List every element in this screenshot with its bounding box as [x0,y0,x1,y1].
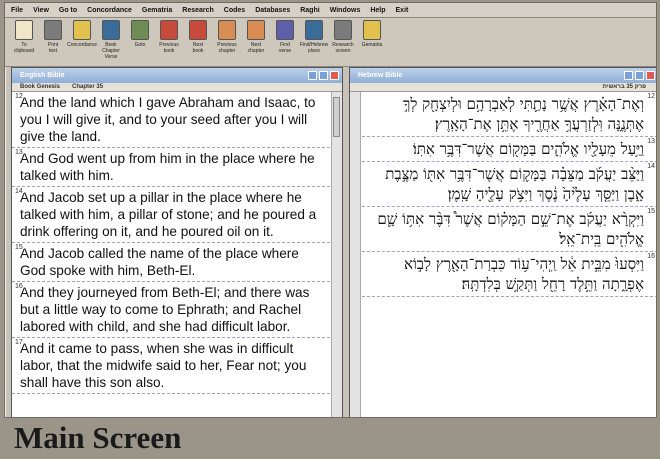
concordance-icon [73,20,91,40]
hebrew-verse-text: וְאֶת־הָאָ֗רֶץ אֲשֶׁ֥ר נָתַ֛תִּי לְאַבְרָהָ֥ם וּלְיִצְחָ֖ק לְךָ֣ אֶתְּנֶ֑נָּה וּֽלְזַרְעֲךָ֥ אַחֲרֶ֖יךָ אֶתֵּ֥ן אֶת־הָאָֽרֶץ׃ [402,95,644,133]
menu-item[interactable]: Help [370,6,386,14]
menu-item[interactable]: File [11,6,24,14]
toolbar-button-label: Previous chapter [217,42,237,54]
english-bible-window [11,67,343,418]
toolbar-button[interactable] [185,18,211,64]
toolbar-button[interactable] [243,18,269,64]
menu-bar [5,3,656,18]
menu-item[interactable]: Codes [223,6,246,14]
menu-item[interactable]: Gematria [141,6,173,14]
menu-item[interactable]: View [33,6,49,14]
close-button[interactable] [646,71,655,80]
verse-row[interactable] [12,187,330,243]
hebrew-chapter-label: פרק 35 בראשית [602,84,646,90]
hebrew-verse-row[interactable] [362,92,657,137]
hebrew-chapter-bar [350,83,657,92]
verse-text: And Jacob called the name of the place where God spoke with him, Beth-El. [20,246,299,278]
toolbar-button-label: Find verse [278,42,292,54]
toolbar-button-label: Find/Hebrew place [299,42,329,54]
book-chapter-bar [12,83,342,92]
english-bible-titlebar[interactable] [12,68,342,83]
toolbar-button-label: Gematria [361,42,383,48]
next-chapter-icon [247,20,265,40]
verse-number: 15 [15,244,23,251]
scroll-thumb[interactable] [333,97,340,137]
window-title: English Bible [20,72,65,79]
verse-number: 15 [647,208,655,215]
minimize-button[interactable] [308,71,317,80]
verse-number: 13 [15,149,23,156]
menu-item[interactable]: Databases [255,6,291,14]
toolbar-button-label: Goto [134,42,146,48]
english-verse-list [12,92,330,418]
book-label: Book Genesis [20,84,61,90]
verse-text: And they journeyed from Beth-El; and there was but a little way to come to Ephrath; and Rachel labored with child, and she had difficult labor. [20,285,310,334]
menu-item[interactable]: Go to [58,6,78,14]
toolbar-button-label: Print text [47,42,59,54]
toolbar-button-label: Next chapter [247,42,265,54]
verse-number: 12 [647,93,655,100]
previous-chapter-icon [218,20,236,40]
menu-item[interactable]: Raghi [300,6,320,14]
vertical-scrollbar[interactable] [350,92,361,418]
find-verse-icon [276,20,294,40]
verse-text: And the land which I gave Abraham and Isaac, to you I will give it, and to your seed after you I will give the land. [20,95,316,144]
hebrew-verse-text: וַיִּקְרָ֨א יַעֲקֹ֜ב אֶת־שֵׁ֣ם הַמָּק֗וֹם אֲשֶׁר֩ דִּבֶּ֨ר אִתּ֥וֹ שָׁ֛ם אֱלֹהִ֖ים בֵּֽית־אֵֽל׃ [377,210,644,248]
goto-icon [131,20,149,40]
hebrew-verse-row[interactable] [362,137,657,162]
toolbar-button[interactable] [330,18,356,64]
toolbar-button[interactable] [272,18,298,64]
toolbar-button[interactable] [214,18,240,64]
close-button[interactable] [330,71,339,80]
verse-number: 14 [15,188,23,195]
verse-number: 16 [15,283,23,290]
find-place-icon [305,20,323,40]
hebrew-verse-text: וַיִּסְעוּ֙ מִבֵּ֣ית אֵ֔ל וַֽיְהִי־ע֥וֹד כִּבְרַת־הָאָ֖רֶץ לָב֣וֹא אֶפְרָ֑תָה וַתֵּ֥לֶד רָחֵ֖ל וַתְּקַ֥שׁ בְּלִדְתָּֽהּ׃ [403,255,644,293]
verse-text: And Jacob set up a pillar in the place where he talked with him, a pillar of stone; and he poured a drink offering on it, and he poured oil on it. [20,190,317,239]
verse-row[interactable] [12,338,330,394]
toolbar-button[interactable] [11,18,37,64]
verse-number: 16 [647,253,655,260]
verse-number: 14 [647,163,655,170]
clipboard-icon [15,20,33,40]
hebrew-verse-row[interactable] [362,252,657,297]
toolbar-button-label: Research screen [332,42,354,54]
hebrew-bible-titlebar[interactable] [350,68,657,83]
window-title: Hebrew Bible [358,72,403,79]
chapter-label: Chapter 35 [72,84,104,90]
toolbar-button[interactable] [98,18,124,64]
hebrew-verse-text: וַיַּ֥עַל מֵעָלָ֖יו אֱלֹהִ֑ים בַּמָּק֖וֹם אֲשֶׁר־דִּבֶּ֥ר אִתּֽוֹ׃ [412,140,644,158]
book-icon [102,20,120,40]
minimize-button[interactable] [624,71,633,80]
hebrew-verse-text: וַיַּצֵּ֨ב יַעֲקֹ֜ב מַצֵּבָ֗ה בַּמָּק֛וֹם אֲשֶׁר־דִּבֶּ֥ר אִתּ֖וֹ מַצֶּ֣בֶת אָ֑בֶן וַיַּסֵּ֤ךְ עָלֶ֙יהָ֙ נֶ֔סֶךְ וַיִּצֹ֥ק עָלֶ֖יהָ שָֽׁמֶן׃ [385,165,644,203]
menu-item[interactable]: Research [182,6,214,14]
toolbar-button[interactable] [127,18,153,64]
toolbar-button[interactable] [69,18,95,64]
printer-icon [44,20,62,40]
maximize-button[interactable] [635,71,644,80]
gematria-icon [363,20,381,40]
toolbar-button-label: Concordance [67,42,97,48]
next-book-icon [189,20,207,40]
previous-book-icon [160,20,178,40]
verse-text: And it came to pass, when she was in difficult labor, that the midwife said to her, Fear not; you shall have this son also. [20,341,307,390]
app-window [4,2,657,418]
menu-item[interactable]: Windows [329,6,361,14]
menu-item[interactable]: Concordance [87,6,132,14]
menu-item[interactable]: Exit [395,6,409,14]
verse-row[interactable] [12,148,330,187]
toolbar-button-label: Previous book [159,42,179,54]
verse-number: 17 [15,339,23,346]
research-screen-icon [334,20,352,40]
vertical-scrollbar[interactable] [331,92,342,418]
hebrew-bible-window [349,67,657,418]
toolbar-button-label: To clipboard [13,42,35,54]
verse-row[interactable] [12,282,330,338]
toolbar-button[interactable] [40,18,66,64]
toolbar-button-label: Next book [192,42,204,54]
toolbar [5,18,657,67]
verse-number: 12 [15,93,23,100]
caption: Main Screen [14,420,182,455]
toolbar-button-label: Book Chapter Verse [102,42,120,60]
toolbar-button[interactable] [301,18,327,64]
hebrew-verse-list [362,92,657,418]
toolbar-button[interactable] [359,18,385,64]
toolbar-button[interactable] [156,18,182,64]
hebrew-verse-row[interactable] [362,162,657,207]
verse-text: And God went up from him in the place where he talked with him. [20,151,315,183]
maximize-button[interactable] [319,71,328,80]
hebrew-verse-row[interactable] [362,207,657,252]
verse-row[interactable] [12,92,330,148]
verse-number: 13 [647,138,655,145]
verse-row[interactable] [12,243,330,282]
